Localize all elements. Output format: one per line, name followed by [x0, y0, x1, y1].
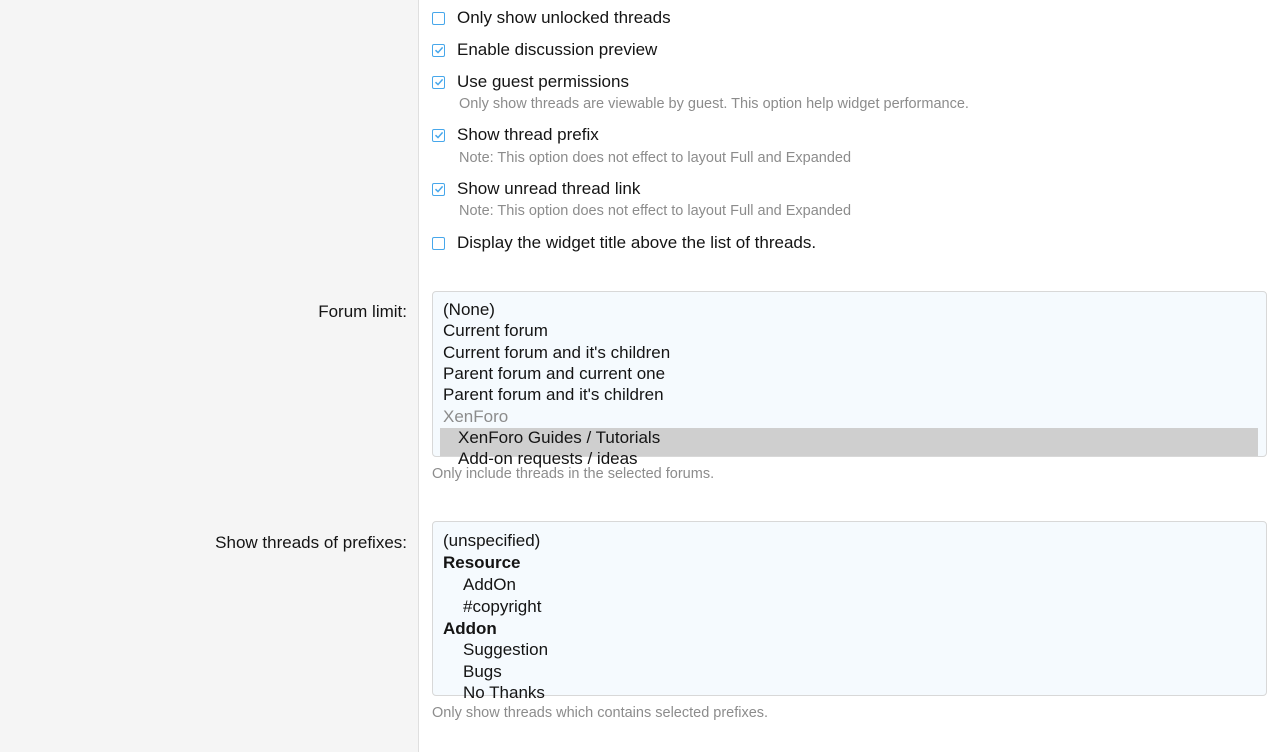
prefixes-hint: Only show threads which contains selected prefixes.	[432, 705, 769, 721]
prefixes-label: Show threads of prefixes:	[215, 533, 407, 552]
checkmark-icon	[434, 77, 444, 87]
prefix-option[interactable]: AddOn	[463, 575, 516, 594]
forum-option[interactable]: Current forum and it's children	[443, 343, 671, 362]
forum-option-selected[interactable]: XenForo Guides / Tutorials	[458, 428, 661, 447]
checkbox-box[interactable]	[432, 44, 445, 57]
prefix-group-label: Resource	[443, 553, 521, 572]
checkbox-label: Display the widget title above the list of threads.	[457, 233, 817, 252]
prefix-option[interactable]: No Thanks	[463, 683, 545, 702]
checkbox-label: Enable discussion preview	[457, 40, 658, 59]
forum-limit-select[interactable]	[432, 291, 1267, 468]
checkbox-label: Show unread thread link	[457, 179, 641, 198]
checkbox-label: Use guest permissions	[457, 72, 629, 91]
checkbox-label: Only show unlocked threads	[457, 8, 671, 27]
checkbox-guest-permissions[interactable]	[432, 72, 629, 92]
label-column	[0, 0, 419, 752]
checkmark-icon	[434, 130, 444, 140]
forum-limit-label: Forum limit:	[318, 302, 407, 321]
forum-option[interactable]: Parent forum and current one	[443, 364, 666, 383]
guest-permissions-hint: Only show threads are viewable by guest. This option help widget performance.	[459, 96, 969, 112]
checkbox-label: Show thread prefix	[457, 125, 599, 144]
prefix-option[interactable]: Bugs	[463, 662, 502, 681]
checkbox-box[interactable]	[432, 237, 445, 250]
prefix-group-label: Addon	[443, 619, 497, 638]
checkbox-box[interactable]	[432, 76, 445, 89]
forum-option[interactable]: Add-on requests / ideas	[458, 449, 638, 468]
checkbox-only-unlocked[interactable]	[432, 8, 671, 28]
checkbox-box[interactable]	[432, 12, 445, 25]
thread-prefix-hint: Note: This option does not effect to layout Full and Expanded	[459, 150, 852, 166]
checkbox-unread-link[interactable]	[432, 179, 640, 199]
forum-option[interactable]: Parent forum and it's children	[443, 385, 664, 404]
forum-option[interactable]: Current forum	[443, 321, 548, 340]
prefix-option[interactable]: #copyright	[463, 597, 542, 616]
prefix-option[interactable]: Suggestion	[463, 640, 549, 659]
unread-link-hint: Note: This option does not effect to layout Full and Expanded	[459, 203, 852, 219]
forum-limit-hint: Only include threads in the selected forums.	[432, 466, 715, 482]
checkbox-box[interactable]	[432, 183, 445, 196]
checkbox-box[interactable]	[432, 129, 445, 142]
prefixes-select[interactable]	[432, 521, 1267, 702]
checkmark-icon	[434, 184, 444, 194]
checkbox-thread-prefix[interactable]	[432, 125, 599, 145]
prefix-option[interactable]: (unspecified)	[443, 531, 541, 550]
forum-option[interactable]: (None)	[443, 300, 495, 319]
forum-group-label: XenForo	[443, 407, 509, 426]
checkbox-discussion-preview[interactable]	[432, 40, 657, 60]
checkbox-widget-title[interactable]	[432, 233, 816, 253]
checkmark-icon	[434, 45, 444, 55]
